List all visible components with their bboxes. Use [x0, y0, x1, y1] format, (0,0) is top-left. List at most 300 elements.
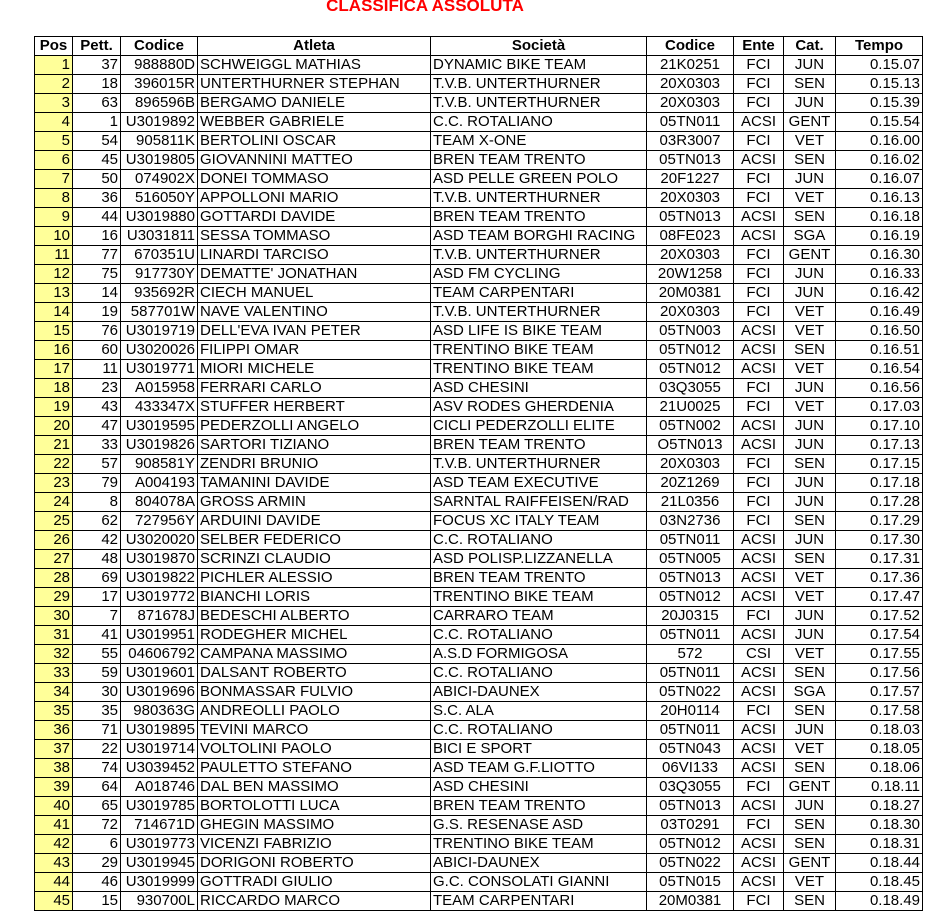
pos-cell: 12	[35, 265, 73, 284]
category-cell: SEN	[784, 816, 836, 835]
bib-cell: 23	[73, 379, 121, 398]
athlete-name-cell: SELBER FEDERICO	[198, 531, 431, 550]
body-cell: FCI	[734, 816, 784, 835]
time-cell: 0.16.00	[836, 132, 923, 151]
category-cell: VET	[784, 645, 836, 664]
team-code-cell: O5TN013	[647, 436, 734, 455]
body-cell: FCI	[734, 455, 784, 474]
category-cell: SEN	[784, 550, 836, 569]
category-cell: VET	[784, 132, 836, 151]
team-code-cell: 05TN012	[647, 341, 734, 360]
team-code-cell: 572	[647, 645, 734, 664]
team-name-cell: CARRARO TEAM	[431, 607, 647, 626]
pos-cell: 22	[35, 455, 73, 474]
body-cell: ACSI	[734, 721, 784, 740]
pos-cell: 42	[35, 835, 73, 854]
bib-cell: 17	[73, 588, 121, 607]
time-cell: 0.16.42	[836, 284, 923, 303]
team-name-cell: C.C. ROTALIANO	[431, 531, 647, 550]
table-row	[35, 607, 923, 626]
time-cell: 0.17.57	[836, 683, 923, 702]
pos-cell: 30	[35, 607, 73, 626]
team-code-cell: 05TN015	[647, 873, 734, 892]
athlete-name-cell: RICCARDO MARCO	[198, 892, 431, 911]
athlete-code-cell: 905811K	[121, 132, 198, 151]
athlete-code-cell: U3019595	[121, 417, 198, 436]
athlete-name-cell: TAMANINI DAVIDE	[198, 474, 431, 493]
table-row	[35, 56, 923, 75]
athlete-name-cell: CAMPANA MASSIMO	[198, 645, 431, 664]
body-cell: FCI	[734, 892, 784, 911]
athlete-name-cell: WEBBER GABRIELE	[198, 113, 431, 132]
body-cell: FCI	[734, 284, 784, 303]
pos-cell: 39	[35, 778, 73, 797]
pos-cell: 43	[35, 854, 73, 873]
table-row	[35, 75, 923, 94]
category-cell: SEN	[784, 892, 836, 911]
body-cell: FCI	[734, 170, 784, 189]
bib-cell: 71	[73, 721, 121, 740]
team-code-cell: 03R3007	[647, 132, 734, 151]
pos-cell: 23	[35, 474, 73, 493]
header-team-code: Codice	[647, 37, 734, 56]
team-name-cell: BREN TEAM TRENTO	[431, 797, 647, 816]
athlete-name-cell: STUFFER HERBERT	[198, 398, 431, 417]
team-code-cell: 05TN003	[647, 322, 734, 341]
athlete-code-cell: 670351U	[121, 246, 198, 265]
table-row	[35, 303, 923, 322]
athlete-name-cell: UNTERTHURNER STEPHAN	[198, 75, 431, 94]
athlete-name-cell: LINARDI TARCISO	[198, 246, 431, 265]
bib-cell: 30	[73, 683, 121, 702]
body-cell: CSI	[734, 645, 784, 664]
category-cell: JUN	[784, 626, 836, 645]
pos-cell: 32	[35, 645, 73, 664]
athlete-name-cell: GIOVANNINI MATTEO	[198, 151, 431, 170]
table-row	[35, 740, 923, 759]
time-cell: 0.17.54	[836, 626, 923, 645]
bib-cell: 35	[73, 702, 121, 721]
category-cell: VET	[784, 873, 836, 892]
pos-cell: 14	[35, 303, 73, 322]
category-cell: JUN	[784, 284, 836, 303]
pos-cell: 4	[35, 113, 73, 132]
time-cell: 0.18.49	[836, 892, 923, 911]
pos-cell: 9	[35, 208, 73, 227]
body-cell: FCI	[734, 75, 784, 94]
pos-cell: 20	[35, 417, 73, 436]
team-name-cell: ASD CHESINI	[431, 778, 647, 797]
bib-cell: 48	[73, 550, 121, 569]
category-cell: JUN	[784, 170, 836, 189]
pos-cell: 2	[35, 75, 73, 94]
team-name-cell: C.C. ROTALIANO	[431, 664, 647, 683]
team-code-cell: 05TN022	[647, 683, 734, 702]
team-name-cell: TEAM CARPENTARI	[431, 892, 647, 911]
body-cell: ACSI	[734, 531, 784, 550]
category-cell: VET	[784, 569, 836, 588]
bib-cell: 59	[73, 664, 121, 683]
athlete-code-cell: 930700L	[121, 892, 198, 911]
table-row	[35, 759, 923, 778]
body-cell: ACSI	[734, 873, 784, 892]
athlete-code-cell: U3020020	[121, 531, 198, 550]
pos-cell: 11	[35, 246, 73, 265]
time-cell: 0.18.06	[836, 759, 923, 778]
athlete-name-cell: DAL BEN MASSIMO	[198, 778, 431, 797]
time-cell: 0.18.11	[836, 778, 923, 797]
category-cell: GENT	[784, 246, 836, 265]
athlete-code-cell: U3019822	[121, 569, 198, 588]
athlete-name-cell: PEDERZOLLI ANGELO	[198, 417, 431, 436]
team-code-cell: 03Q3055	[647, 778, 734, 797]
body-cell: FCI	[734, 607, 784, 626]
pos-cell: 5	[35, 132, 73, 151]
table-row	[35, 94, 923, 113]
bib-cell: 33	[73, 436, 121, 455]
athlete-code-cell: A015958	[121, 379, 198, 398]
athlete-name-cell: MIORI MICHELE	[198, 360, 431, 379]
bib-cell: 8	[73, 493, 121, 512]
time-cell: 0.17.52	[836, 607, 923, 626]
team-code-cell: 05TN002	[647, 417, 734, 436]
team-code-cell: 05TN012	[647, 835, 734, 854]
team-name-cell: TEAM CARPENTARI	[431, 284, 647, 303]
category-cell: VET	[784, 322, 836, 341]
category-cell: GENT	[784, 113, 836, 132]
time-cell: 0.16.30	[836, 246, 923, 265]
athlete-name-cell: SCHWEIGGL MATHIAS	[198, 56, 431, 75]
pos-cell: 8	[35, 189, 73, 208]
category-cell: SEN	[784, 664, 836, 683]
athlete-code-cell: A018746	[121, 778, 198, 797]
pos-cell: 24	[35, 493, 73, 512]
pos-cell: 44	[35, 873, 73, 892]
athlete-name-cell: GOTTRADI GIULIO	[198, 873, 431, 892]
team-code-cell: 05TN022	[647, 854, 734, 873]
pos-cell: 36	[35, 721, 73, 740]
table-row	[35, 664, 923, 683]
category-cell: JUN	[784, 721, 836, 740]
bib-cell: 47	[73, 417, 121, 436]
team-code-cell: 20X0303	[647, 246, 734, 265]
bib-cell: 69	[73, 569, 121, 588]
time-cell: 0.17.29	[836, 512, 923, 531]
header-body: Ente	[734, 37, 784, 56]
table-row	[35, 208, 923, 227]
category-cell: VET	[784, 588, 836, 607]
athlete-name-cell: ARDUINI DAVIDE	[198, 512, 431, 531]
athlete-code-cell: 396015R	[121, 75, 198, 94]
team-code-cell: 05TN013	[647, 569, 734, 588]
athlete-name-cell: VICENZI FABRIZIO	[198, 835, 431, 854]
team-name-cell: DYNAMIC BIKE TEAM	[431, 56, 647, 75]
team-code-cell: 05TN005	[647, 550, 734, 569]
header-athlete-code: Codice	[121, 37, 198, 56]
bib-cell: 72	[73, 816, 121, 835]
team-name-cell: T.V.B. UNTERTHURNER	[431, 303, 647, 322]
team-name-cell: ABICI-DAUNEX	[431, 683, 647, 702]
bib-cell: 75	[73, 265, 121, 284]
athlete-code-cell: U3019771	[121, 360, 198, 379]
time-cell: 0.16.51	[836, 341, 923, 360]
team-code-cell: 05TN011	[647, 113, 734, 132]
athlete-code-cell: U3019805	[121, 151, 198, 170]
table-row	[35, 683, 923, 702]
bib-cell: 55	[73, 645, 121, 664]
team-code-cell: 20W1258	[647, 265, 734, 284]
athlete-code-cell: U3019719	[121, 322, 198, 341]
team-code-cell: 05TN011	[647, 626, 734, 645]
time-cell: 0.17.56	[836, 664, 923, 683]
pos-cell: 37	[35, 740, 73, 759]
table-row	[35, 531, 923, 550]
pos-cell: 40	[35, 797, 73, 816]
team-code-cell: 05TN011	[647, 664, 734, 683]
pos-cell: 34	[35, 683, 73, 702]
athlete-name-cell: TEVINI MARCO	[198, 721, 431, 740]
athlete-name-cell: FILIPPI OMAR	[198, 341, 431, 360]
team-code-cell: 05TN012	[647, 588, 734, 607]
athlete-code-cell: A004193	[121, 474, 198, 493]
team-name-cell: G.C. CONSOLATI GIANNI	[431, 873, 647, 892]
pos-cell: 28	[35, 569, 73, 588]
team-code-cell: 20X0303	[647, 94, 734, 113]
time-cell: 0.18.45	[836, 873, 923, 892]
category-cell: SEN	[784, 75, 836, 94]
athlete-name-cell: PICHLER ALESSIO	[198, 569, 431, 588]
category-cell: VET	[784, 189, 836, 208]
time-cell: 0.16.02	[836, 151, 923, 170]
team-name-cell: C.C. ROTALIANO	[431, 721, 647, 740]
body-cell: ACSI	[734, 835, 784, 854]
team-code-cell: 20Z1269	[647, 474, 734, 493]
team-name-cell: BREN TEAM TRENTO	[431, 208, 647, 227]
body-cell: FCI	[734, 56, 784, 75]
time-cell: 0.16.49	[836, 303, 923, 322]
time-cell: 0.18.44	[836, 854, 923, 873]
category-cell: SEN	[784, 341, 836, 360]
pos-cell: 31	[35, 626, 73, 645]
athlete-code-cell: 917730Y	[121, 265, 198, 284]
time-cell: 0.17.47	[836, 588, 923, 607]
athlete-code-cell: U3031811	[121, 227, 198, 246]
category-cell: SGA	[784, 227, 836, 246]
athlete-code-cell: U3019892	[121, 113, 198, 132]
athlete-code-cell: U3019826	[121, 436, 198, 455]
time-cell: 0.17.55	[836, 645, 923, 664]
table-row	[35, 360, 923, 379]
athlete-code-cell: 988880D	[121, 56, 198, 75]
team-name-cell: ASD LIFE IS BIKE TEAM	[431, 322, 647, 341]
team-name-cell: TRENTINO BIKE TEAM	[431, 341, 647, 360]
bib-cell: 7	[73, 607, 121, 626]
category-cell: SEN	[784, 835, 836, 854]
team-name-cell: CICLI PEDERZOLLI ELITE	[431, 417, 647, 436]
athlete-code-cell: U3039452	[121, 759, 198, 778]
header-pos: Pos	[35, 37, 73, 56]
header-category: Cat.	[784, 37, 836, 56]
time-cell: 0.18.27	[836, 797, 923, 816]
body-cell: FCI	[734, 512, 784, 531]
athlete-name-cell: BEDESCHI ALBERTO	[198, 607, 431, 626]
body-cell: FCI	[734, 702, 784, 721]
category-cell: VET	[784, 360, 836, 379]
athlete-code-cell: U3019773	[121, 835, 198, 854]
time-cell: 0.17.31	[836, 550, 923, 569]
team-name-cell: BICI E SPORT	[431, 740, 647, 759]
athlete-code-cell: 727956Y	[121, 512, 198, 531]
athlete-code-cell: 980363G	[121, 702, 198, 721]
table-row	[35, 417, 923, 436]
bib-cell: 14	[73, 284, 121, 303]
time-cell: 0.17.15	[836, 455, 923, 474]
body-cell: ACSI	[734, 341, 784, 360]
athlete-code-cell: U3019895	[121, 721, 198, 740]
header-time: Tempo	[836, 37, 923, 56]
team-code-cell: 20F1227	[647, 170, 734, 189]
pos-cell: 16	[35, 341, 73, 360]
category-cell: SEN	[784, 208, 836, 227]
time-cell: 0.15.07	[836, 56, 923, 75]
bib-cell: 45	[73, 151, 121, 170]
body-cell: ACSI	[734, 797, 784, 816]
team-name-cell: ASD TEAM G.F.LIOTTO	[431, 759, 647, 778]
table-row	[35, 132, 923, 151]
body-cell: ACSI	[734, 683, 784, 702]
athlete-name-cell: GROSS ARMIN	[198, 493, 431, 512]
body-cell: FCI	[734, 246, 784, 265]
bib-cell: 43	[73, 398, 121, 417]
time-cell: 0.18.30	[836, 816, 923, 835]
bib-cell: 44	[73, 208, 121, 227]
category-cell: SEN	[784, 151, 836, 170]
athlete-code-cell: 871678J	[121, 607, 198, 626]
pos-cell: 29	[35, 588, 73, 607]
category-cell: JUN	[784, 94, 836, 113]
table-row	[35, 246, 923, 265]
body-cell: ACSI	[734, 854, 784, 873]
pos-cell: 1	[35, 56, 73, 75]
time-cell: 0.15.54	[836, 113, 923, 132]
category-cell: VET	[784, 303, 836, 322]
team-name-cell: T.V.B. UNTERTHURNER	[431, 75, 647, 94]
body-cell: ACSI	[734, 436, 784, 455]
team-name-cell: SARNTAL RAIFFEISEN/RAD	[431, 493, 647, 512]
category-cell: JUN	[784, 797, 836, 816]
team-name-cell: ASD PELLE GREEN POLO	[431, 170, 647, 189]
athlete-name-cell: VOLTOLINI PAOLO	[198, 740, 431, 759]
bib-cell: 76	[73, 322, 121, 341]
time-cell: 0.15.39	[836, 94, 923, 113]
athlete-name-cell: NAVE VALENTINO	[198, 303, 431, 322]
time-cell: 0.16.33	[836, 265, 923, 284]
athlete-code-cell: U3019880	[121, 208, 198, 227]
athlete-code-cell: 04606792	[121, 645, 198, 664]
table-row	[35, 379, 923, 398]
body-cell: ACSI	[734, 208, 784, 227]
team-name-cell: TRENTINO BIKE TEAM	[431, 588, 647, 607]
athlete-name-cell: GOTTARDI DAVIDE	[198, 208, 431, 227]
body-cell: ACSI	[734, 227, 784, 246]
team-name-cell: A.S.D FORMIGOSA	[431, 645, 647, 664]
bib-cell: 1	[73, 113, 121, 132]
bib-cell: 15	[73, 892, 121, 911]
team-code-cell: 20X0303	[647, 455, 734, 474]
category-cell: JUN	[784, 607, 836, 626]
athlete-name-cell: BIANCHI LORIS	[198, 588, 431, 607]
team-name-cell: ASD CHESINI	[431, 379, 647, 398]
team-code-cell: 05TN013	[647, 797, 734, 816]
page-title: CLASSIFICA ASSOLUTA	[326, 0, 524, 15]
athlete-code-cell: 896596B	[121, 94, 198, 113]
bib-cell: 29	[73, 854, 121, 873]
team-name-cell: C.C. ROTALIANO	[431, 113, 647, 132]
body-cell: ACSI	[734, 588, 784, 607]
table-row	[35, 474, 923, 493]
table-row	[35, 797, 923, 816]
athlete-name-cell: SESSA TOMMASO	[198, 227, 431, 246]
pos-cell: 26	[35, 531, 73, 550]
bib-cell: 54	[73, 132, 121, 151]
athlete-code-cell: 516050Y	[121, 189, 198, 208]
bib-cell: 46	[73, 873, 121, 892]
athlete-name-cell: DALSANT ROBERTO	[198, 664, 431, 683]
time-cell: 0.17.03	[836, 398, 923, 417]
bib-cell: 18	[73, 75, 121, 94]
team-code-cell: 03Q3055	[647, 379, 734, 398]
bib-cell: 65	[73, 797, 121, 816]
time-cell: 0.18.05	[836, 740, 923, 759]
team-code-cell: 03N2736	[647, 512, 734, 531]
team-name-cell: ASD FM CYCLING	[431, 265, 647, 284]
pos-cell: 27	[35, 550, 73, 569]
athlete-code-cell: U3019772	[121, 588, 198, 607]
body-cell: ACSI	[734, 759, 784, 778]
team-name-cell: BREN TEAM TRENTO	[431, 151, 647, 170]
bib-cell: 42	[73, 531, 121, 550]
category-cell: SEN	[784, 759, 836, 778]
table-row	[35, 512, 923, 531]
table-row	[35, 569, 923, 588]
table-row	[35, 284, 923, 303]
athlete-name-cell: DELL'EVA IVAN PETER	[198, 322, 431, 341]
table-row	[35, 322, 923, 341]
bib-cell: 77	[73, 246, 121, 265]
team-name-cell: BREN TEAM TRENTO	[431, 569, 647, 588]
body-cell: FCI	[734, 493, 784, 512]
team-code-cell: 05TN013	[647, 208, 734, 227]
category-cell: JUN	[784, 493, 836, 512]
body-cell: ACSI	[734, 626, 784, 645]
pos-cell: 3	[35, 94, 73, 113]
athlete-name-cell: BERTOLINI OSCAR	[198, 132, 431, 151]
time-cell: 0.15.13	[836, 75, 923, 94]
category-cell: VET	[784, 740, 836, 759]
category-cell: JUN	[784, 265, 836, 284]
athlete-code-cell: U3019999	[121, 873, 198, 892]
table-row	[35, 170, 923, 189]
team-code-cell: 21L0356	[647, 493, 734, 512]
athlete-code-cell: U3019951	[121, 626, 198, 645]
athlete-name-cell: DORIGONI ROBERTO	[198, 854, 431, 873]
body-cell: FCI	[734, 189, 784, 208]
category-cell: SGA	[784, 683, 836, 702]
athlete-code-cell: U3019945	[121, 854, 198, 873]
time-cell: 0.16.50	[836, 322, 923, 341]
header-team: Società	[431, 37, 647, 56]
pos-cell: 15	[35, 322, 73, 341]
